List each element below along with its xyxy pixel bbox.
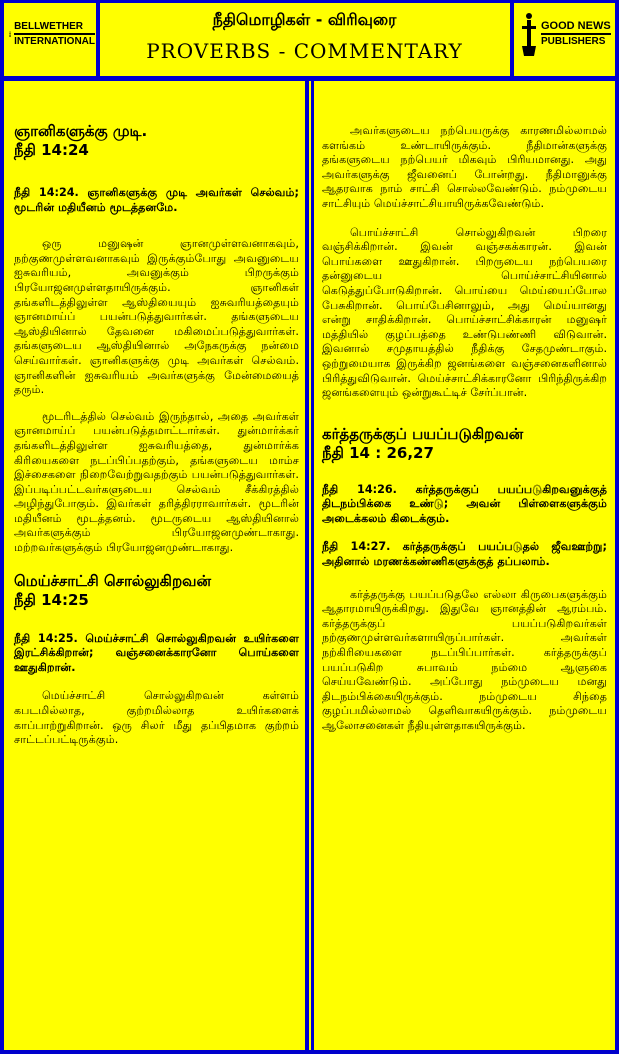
- page-header: [100, 0, 509, 77]
- page-title-english: PROVERBS - COMMENTARY: [146, 39, 463, 63]
- paragraph: கர்த்தருக்கு பயப்படுதலே எல்லா கிருபைகளுக்கும் ஆதாரமாயிருக்கிறது. இதுவே ஞானத்தின் ஆரம்பம். கர்த்தருக்குப் பயப்படுகிறவர்கள் நற்குணமுள்ளவர்களாயிருப்பார்கள். அவர்கள் நற்கிரியைகளை நடப்பிப்பார்கள். கர்த்தருக்குப் பயப்படுகிற சுபாவம் நம்மை ஆளுகை செய்யவேண்டும். அப்போது நம்முடைய மனது திடநம்பிக்கையிருக்கும். நம்முடைய சிந்தை குழப்பமில்லாமல் தெளிவாகயிருக்கும். நம்முடைய ஆலோசனைகள் நீதியுள்ளதாகயிருக்கும்.: [322, 587, 607, 732]
- frame-logo-right-divider: [510, 0, 514, 78]
- section-title: கர்த்தருக்குப் பயப்படுகிறவன்: [322, 424, 524, 443]
- section-title: ஞானிகளுக்கு முடி.: [14, 122, 148, 140]
- bellwether-icon: [9, 12, 11, 56]
- right-column: [322, 124, 607, 746]
- frame-right: [615, 0, 619, 1054]
- section-reference: நீதி 14 : 26,27: [322, 443, 434, 462]
- frame-column-divider-b: [311, 78, 314, 1054]
- section-title: மெய்ச்சாட்சி சொல்லுகிறவன்: [14, 571, 212, 590]
- frame-left: [0, 0, 4, 1054]
- bellwether-logo: [9, 12, 95, 56]
- good-news-logo: [520, 12, 614, 56]
- section-reference: நீதி 14:25: [14, 590, 89, 609]
- frame-bottom: [0, 1050, 619, 1054]
- page-title-tamil: நீதிமொழிகள் - விரிவுரை: [212, 10, 397, 29]
- paragraph: மூடரிடத்தில் செல்வம் இருந்தால், அதை அவர்கள் ஞானமாய்ப் பயன்படுத்தமாட்டார்கள். துன்மார்க்கர் தங்களிடத்திலுள்ள ஐசுவரியத்தை, துன்மார்க்க கிரியைகளை நடப்பிப்பதற்கும், தங்களுடைய மாம்ச இச்சைகளை நிறைவேற்றுவதற்கும் பயன்படுத்துவார்கள். இப்படிப்பட்டவர்களுடைய செல்வம் சீக்கிரத்தில் அழிந்துபோகும். இவர்கள் தரித்திரராவார்கள். மூடரின் மதியீனம் மூடத்தனம். மூடருடைய ஆஸ்தியினால் அவர்களுக்கும் பிரயோஜனமுண்டாகாது. மற்றவர்களுக்கும் பிரயோஜனமுண்டாகாது.: [14, 409, 299, 555]
- section-heading-fear-of-lord: [322, 425, 607, 463]
- good-news-logo-line2: PUBLISHERS: [541, 33, 611, 48]
- section-heading-true-witness: [14, 572, 299, 610]
- frame-column-divider-a: [305, 78, 309, 1054]
- good-news-logo-line1: GOOD NEWS: [541, 20, 611, 32]
- bellwether-logo-line1: BELLWETHER: [14, 21, 83, 32]
- good-news-icon: [520, 12, 538, 56]
- verse-14-25: நீதி 14:25. மெய்ச்சாட்சி சொல்லுகிறவன் உயிர்களை இரட்சிக்கிறான்; வஞ்சனைக்காரனோ பொய்களை ஊதுகிறான்.: [14, 631, 299, 674]
- verse-14-27: நீதி 14:27. கர்த்தருக்குப் பயப்படுதல் ஜீவஊற்று; அதினால் மரணக்கண்ணிகளுக்குத் தப்பலாம்.: [322, 540, 607, 569]
- paragraph: மெய்ச்சாட்சி சொல்லுகிறவன் கள்ளம் கபடமில்லாத, குற்றமில்லாத உயிர்களைக் காப்பாற்றுகிறான். ஒரு சிலர் மீது தப்பிதமாக குற்றம் சாட்டப்பட்டிருக்கும்.: [14, 689, 299, 747]
- left-column: [14, 122, 299, 760]
- bellwether-logo-line2: INTERNATIONAL: [14, 33, 95, 48]
- paragraph: அவர்களுடைய நற்பெயருக்கு காரணமில்லாமல் களங்கம் உண்டாயிருக்கும். நீதிமான்களுக்கு தங்களுடைய நற்பெயர் மிகவும் பிரியமானது. அது அவர்களுக்கு ஜீவனைப் போன்றது. நீதிமானுக்கு ஆதரவாக நாம் சாட்சி சொல்லவேண்டும். நம்முடைய சாட்சியும் மெய்ச்சாட்சியாயிருக்கவேண்டும்.: [322, 124, 607, 210]
- paragraph: பொய்ச்சாட்சி சொல்லுகிறவன் பிறரை வஞ்சிக்கிறான். இவன் வஞ்சகக்காரன். இவன் பொய்களை ஊதுகிறான். பிறருடைய நற்பெயரை தன்னுடைய பொய்ச்சாட்சியினால் கெடுத்துப்போடுகிறான். பொய்யை மெய்யைப்போல பேசுகிறான். பொய்பேசினாலும், அது மெய்யானது என்று சாதிக்கிறான். பொய்ச்சாட்சிக்காரன் மனுஷர் மத்தியில் குழப்பத்தை உண்டுபண்ணி விடுவான். இவனால் சமுதாயத்தில் நீதிக்கு சேதமுண்டாகும். ஒற்றுமையாக இருக்கிற ஜனங்களை வஞ்சனைகளினால் பிரித்துவிடுவான். மெய்ச்சாட்சிக்காரனோ பிரிந்திருக்கிற ஜனங்களையும் ஒன்றுகூட்டிச் சேர்ப்பான்.: [322, 225, 607, 400]
- verse-14-26: நீதி 14:26. கர்த்தருக்குப் பயப்படுகிறவனுக்குத் திடநம்பிக்கை உண்டு; அவன் பிள்ளைகளுக்கும் அடைக்கலம் கிடைக்கும்.: [322, 482, 607, 525]
- verse-14-24: நீதி 14:24. ஞானிகளுக்கு முடி அவர்கள் செல்வம்; மூடரின் மதியீனம் மூடத்தனமே.: [14, 186, 299, 214]
- section-heading-wise-crown: [14, 122, 299, 160]
- section-reference: நீதி 14:24: [14, 141, 89, 159]
- paragraph: ஒரு மனுஷன் ஞானமுள்ளவனாகவும், நற்குணமுள்ளவனாகவும் இருக்கும்போது அவனுடைய ஐசுவரியம், அவனுக்கும் பிறருக்கும் பிரயோஜனமுள்ளதாயிருக்கும். ஞானிகள் தங்களிடத்திலுள்ள ஆஸ்தியையும் ஐசுவரியத்தையும் ஞானமாய்ப் பயன்படுத்துவார்கள். தங்களுடைய ஆஸ்தியினால் தேவனை மகிமைப்படுத்துவார்கள். தங்களுடைய ஆஸ்தியினால் அநேகருக்கு நன்மை செய்வார்கள். ஞானிகளுக்கு முடி அவர்கள் செல்வம். ஞானிகளின் ஐசுவரியம் அவர்களுக்கு மேன்மையைத் தரும்.: [14, 237, 299, 397]
